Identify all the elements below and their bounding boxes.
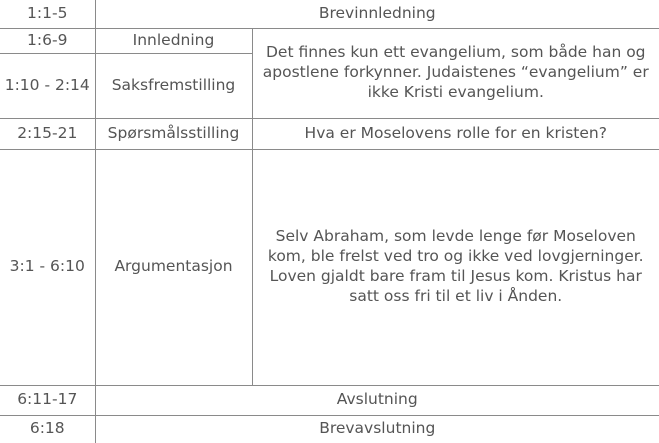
description-cell: Hva er Moselovens rolle for en kristen? [252,118,659,149]
table-row [0,385,659,415]
description-cell: Selv Abraham, som levde lenge før Moseloven kom, ble frelst ved tro og ikke ved lovgjerninger. Loven gjaldt bare fram til Jesus kom. Kristus har satt oss fri til et liv i Ånden. [252,149,659,385]
table-row [0,118,659,149]
description-cell: Det finnes kun ett evangelium, som både han og apostlene forkynner. Judaistenes “evangelium” er ikke Kristi evangelium. [252,28,659,118]
section-cell: Argumentasjon [95,149,252,385]
table-row [0,149,659,385]
section-cell: Spørsmålsstilling [95,118,252,149]
reference-cell: 3:1 - 6:10 [0,149,95,385]
section-cell: Saksfremstilling [95,53,252,118]
section-cell: Innledning [95,28,252,53]
reference-cell: 6:11-17 [0,385,95,415]
table-row [0,415,659,443]
reference-cell: 1:10 - 2:14 [0,53,95,118]
table-row [0,0,659,28]
table-row [0,28,659,53]
reference-cell: 1:1-5 [0,0,95,28]
section-title-cell: Brevavslutning [95,415,659,443]
reference-cell: 2:15-21 [0,118,95,149]
section-title-cell: Avslutning [95,385,659,415]
reference-cell: 1:6-9 [0,28,95,53]
reference-cell: 6:18 [0,415,95,443]
section-title-cell: Brevinnledning [95,0,659,28]
